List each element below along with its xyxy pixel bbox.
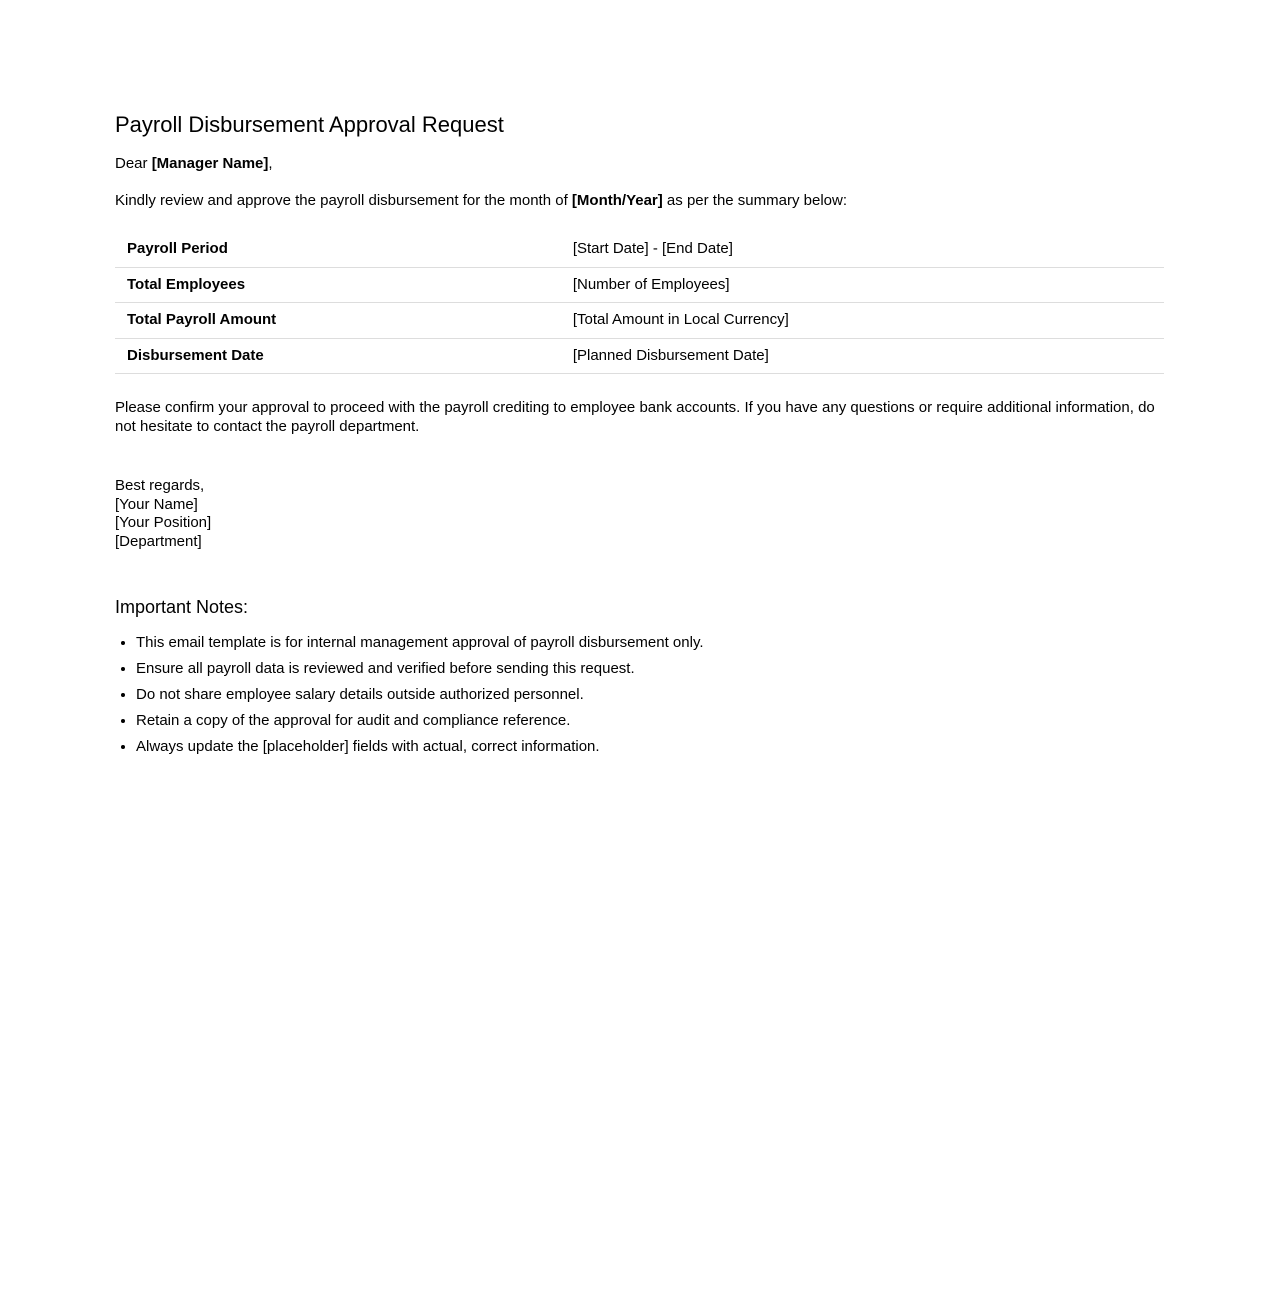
payroll-summary-table bbox=[115, 232, 1164, 374]
intro-prefix: Kindly review and approve the payroll disbursement for the month of bbox=[115, 191, 572, 209]
table-row bbox=[115, 338, 1164, 374]
note-item: • Retain a copy of the approval for audit and compliance reference. bbox=[136, 712, 1164, 731]
table-row bbox=[115, 267, 1164, 303]
row-label: Payroll Period bbox=[115, 232, 561, 267]
manager-name-placeholder: [Manager Name] bbox=[151, 155, 269, 172]
row-value: [Total Amount in Local Currency] bbox=[561, 303, 1164, 339]
row-value: [Number of Employees] bbox=[561, 267, 1164, 303]
row-value: [Planned Disbursement Date] bbox=[561, 338, 1164, 374]
intro-suffix: as per the summary below: bbox=[662, 191, 848, 209]
note-item: • Do not share employee salary details outside authorized personnel. bbox=[136, 686, 1164, 705]
confirmation-paragraph: Please confirm your approval to proceed with the payroll crediting to employee bank accounts. If you have any questions or require additional information, do not hesitate to contact the payroll department. bbox=[115, 399, 1155, 435]
note-item: • This email template is for internal management approval of payroll disbursement only. bbox=[136, 634, 1164, 653]
signature-name: [Your Name] bbox=[115, 495, 198, 513]
signature-closing: Best regards, bbox=[115, 477, 205, 494]
greeting-prefix: Dear bbox=[115, 155, 152, 172]
signature-department: [Department] bbox=[115, 532, 202, 550]
page-title: Payroll Disbursement Approval Request bbox=[115, 112, 504, 137]
note-item: • Ensure all payroll data is reviewed and verified before sending this request. bbox=[136, 660, 1164, 679]
intro-paragraph bbox=[115, 192, 1164, 211]
row-label: Total Payroll Amount bbox=[115, 303, 561, 339]
row-label: Disbursement Date bbox=[115, 338, 561, 374]
row-value: [Start Date] - [End Date] bbox=[561, 232, 1164, 267]
signature-block bbox=[115, 477, 1164, 551]
note-item: • Always update the [placeholder] fields with actual, correct information. bbox=[136, 738, 1164, 757]
greeting-line bbox=[115, 155, 1164, 174]
notes-list bbox=[115, 634, 1164, 757]
month-year-placeholder: [Month/Year] bbox=[571, 191, 663, 209]
notes-heading: Important Notes: bbox=[115, 597, 249, 617]
table-row bbox=[115, 232, 1164, 267]
greeting-suffix: , bbox=[268, 155, 273, 172]
table-row bbox=[115, 303, 1164, 339]
signature-position: [Your Position] bbox=[115, 514, 212, 531]
row-label: Total Employees bbox=[115, 267, 561, 303]
